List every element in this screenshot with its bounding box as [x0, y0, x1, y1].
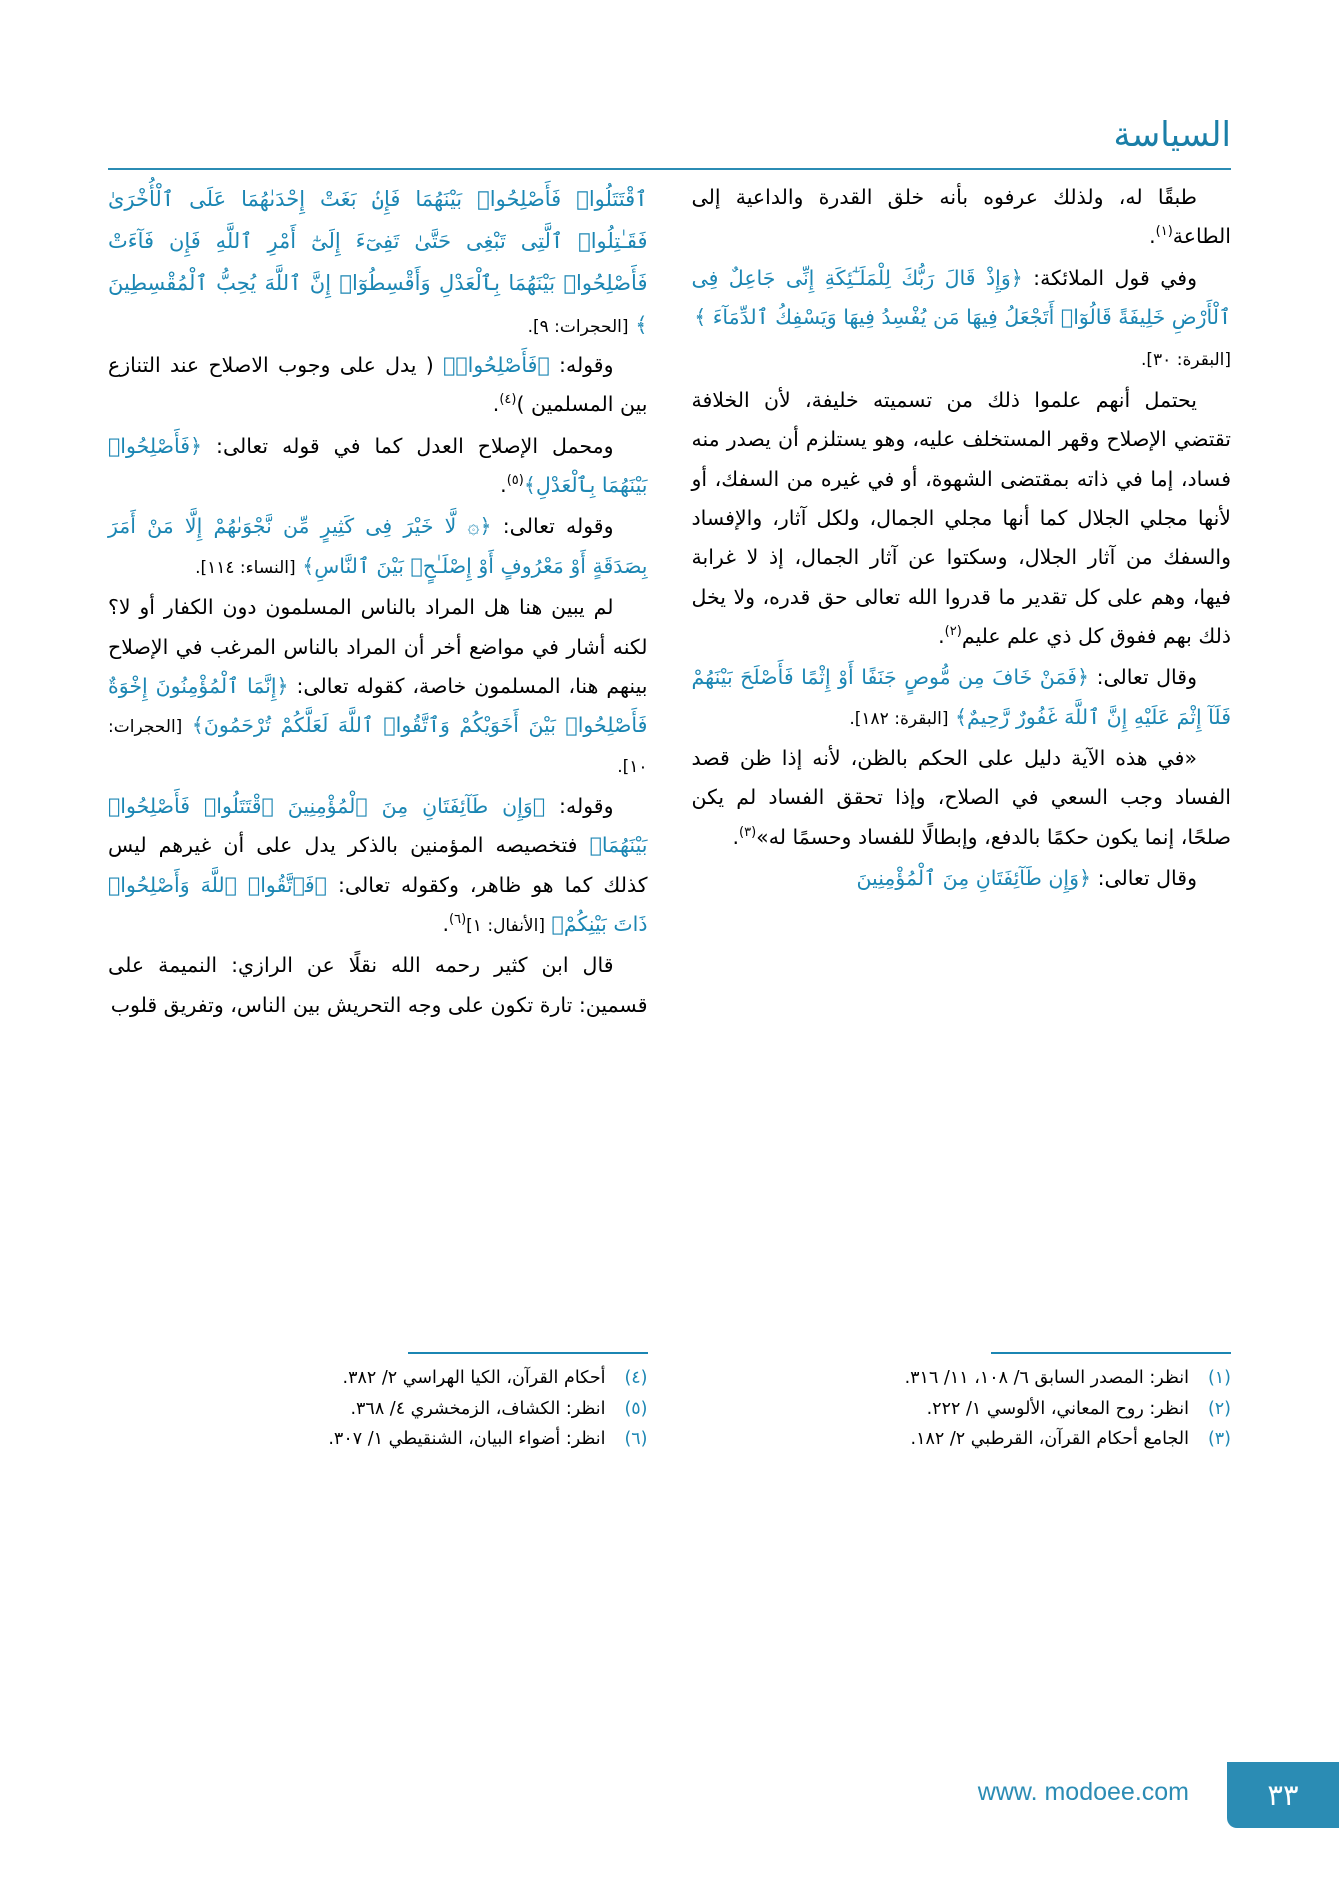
paragraph-l6-lead: وقوله: — [559, 793, 614, 818]
footnote-item — [692, 1363, 1232, 1394]
paragraph-l6 — [108, 787, 648, 944]
footnote-item — [108, 1424, 648, 1455]
quran-verse-baqarah-30: ﴿وَإِذْ قَالَ رَبُّكَ لِلْمَلَـٰٓئِكَةِ إِنِّى جَاعِلٌ فِى ٱلْأَرْضِ خَلِيفَةً قَالُوٓا۟ أَتَجْعَلُ فِيهَا مَن يُفْسِدُ فِيهَا وَيَسْفِكُ ٱلدِّمَآءَ ﴾ — [691, 265, 1231, 330]
footnote-text: الجامع أحكام القرآن، القرطبي ٢/ ١٨٢. — [910, 1429, 1189, 1450]
footnote-marker-6: (٦) — [449, 912, 467, 928]
footnote-number: (٤) — [624, 1368, 648, 1388]
footnote-item — [692, 1424, 1232, 1455]
footnote-marker-3: (٣) — [739, 824, 757, 840]
footnote-text: أحكام القرآن، الكيا الهراسي ٢/ ٣٨٢. — [342, 1368, 606, 1388]
paragraph-l3-lead: ومحمل الإصلاح العدل كما في قوله تعالى: — [216, 433, 614, 458]
paragraph-r1-text: طبقًا له، ولذلك عرفوه بأنه خلق القدرة والداعية إلى الطاعة — [691, 185, 1231, 249]
paragraph-l4 — [108, 507, 648, 586]
paragraph-l2-text: ( يدل على وجوب الاصلاح عند التنازع بين المسلمين ) — [108, 353, 648, 417]
footnotes-area — [108, 1352, 1231, 1482]
paragraph-l3 — [108, 427, 648, 506]
paragraph-r5-tail: . — [732, 824, 740, 849]
body-columns — [108, 178, 1231, 1338]
footnotes-column-right — [692, 1352, 1232, 1482]
paragraph-r4-lead: وقال تعالى: — [1096, 665, 1197, 690]
footnote-text: انظر: روح المعاني، الألوسي ١/ ٢٢٢. — [926, 1398, 1189, 1419]
reference-l6-text: [الأنفال: ١] — [466, 916, 545, 937]
reference-l1-text: [الحجرات: ٩]. — [527, 317, 629, 337]
reference-l4-text: [النساء: ١١٤]. — [195, 557, 296, 578]
footnote-text: انظر: أضواء البيان، الشنقيطي ١/ ٣٠٧. — [328, 1429, 606, 1450]
quran-block-hujurat-9 — [108, 178, 648, 346]
page-footer — [0, 1762, 1339, 1834]
paragraph-r5-text: «في هذه الآية دليل على الحكم بالظن، لأنه إذا ظن قصد الفساد وجب السعي في الصلاح، وإذا تحقق الفساد لم يكن صلحًا، إنما يكون حكمًا بالدفع، وإبطالًا للفساد وحسمًا له» — [691, 746, 1231, 849]
paragraph-r6 — [692, 859, 1232, 898]
page-number: ٣٣ — [1267, 1778, 1299, 1812]
paragraph-l2-lead: وقوله: — [559, 353, 614, 377]
quran-verse-hujurat-9: ٱقْتَتَلُوا۟ فَأَصْلِحُوا۟ بَيْنَهُمَا فَإِنۢ بَغَتْ إِحْدَىٰهُمَا عَلَى ٱلْأُخْرَىٰ فَقَـٰتِلُوا۟ ٱلَّتِى تَبْغِى حَتَّىٰ تَفِىٓءَ إِلَىٰٓ أَمْرِ ٱللَّهِ فَإِن فَآءَتْ فَأَصْلِحُوا۟ بَيْنَهُمَا بِٱلْعَدْلِ وَأَقْسِطُوٓا۟ إِنَّ ٱللَّهَ يُحِبُّ ٱلْمُقْسِطِينَ ﴾ — [108, 187, 648, 337]
paragraph-r1 — [692, 178, 1232, 257]
footnote-marker-5: (٥) — [506, 473, 524, 489]
quran-phrase-bil-adl: ﴿فَأَصْلِحُوا۟ بَيْنَهُمَا بِٱلْعَدْلِ﴾ — [108, 433, 648, 498]
column-left — [108, 178, 648, 1338]
paragraph-l2-tail: . — [492, 392, 500, 417]
paragraph-l2 — [108, 346, 648, 425]
footnote-item — [108, 1394, 648, 1425]
paragraph-l7 — [108, 946, 648, 1025]
footnote-marker-1: (١) — [1155, 224, 1173, 240]
reference-r2 — [692, 339, 1232, 378]
paragraph-r6-lead: وقال تعالى: — [1097, 866, 1197, 891]
header-divider — [108, 168, 1231, 170]
page-number-badge — [1227, 1762, 1339, 1828]
paragraph-l5-lead: لم يبين هنا هل المراد بالناس المسلمون دون الكفار أو لا؟ لكنه أشار في مواضع أخر أن المراد بالناس المرغب في الإصلاح بينهم هنا، المسلمون خاصة، كقوله تعالى: — [108, 595, 648, 698]
paragraph-l3-tail: . — [500, 473, 507, 498]
paragraph-r3 — [692, 381, 1232, 657]
footnote-divider-left — [408, 1352, 648, 1354]
footnote-item — [692, 1394, 1232, 1425]
footnote-text: انظر: الكشاف، الزمخشري ٤/ ٣٦٨. — [350, 1398, 606, 1419]
paragraph-l7-text: قال ابن كثير رحمه الله نقلًا عن الرازي: النميمة على قسمين: تارة تكون على وجه التحريش بين الناس، وتفريق قلوب — [108, 953, 648, 1017]
footnote-number: (٥) — [624, 1398, 648, 1419]
reference-l5-text: [الحجرات: ١٠]. — [108, 717, 648, 777]
paragraph-l6-text: فتخصيصه المؤمنين بالذكر يدل على أن غيرهم ليس كذلك كما هو ظاهر، وكقوله تعالى: — [108, 833, 648, 897]
paragraph-l4-lead: وقوله تعالى: — [502, 514, 614, 539]
quran-verse-baqarah-182: ﴿فَمَنْ خَافَ مِن مُّوصٍ جَنَفًا أَوْ إِثْمًا فَأَصْلَحَ بَيْنَهُمْ فَلَآ إِثْمَ عَلَيْهِ إِنَّ ٱللَّهَ غَفُورٌ رَّحِيمٌ﴾ — [691, 665, 1231, 729]
footnote-marker-4: (٤) — [499, 392, 517, 408]
quran-verse-hujurat-9-start: ﴿وَإِن طَآئِفَتَانِ مِنَ ٱلْمُؤْمِنِينَ — [856, 866, 1092, 891]
footnote-marker-2: (٢) — [944, 624, 962, 640]
paragraph-r2 — [692, 259, 1232, 338]
paragraph-r3-text: يحتمل أنهم علموا ذلك من تسميته خليفة، لأن الخلافة تقتضي الإصلاح وقهر المستخلف عليه، وهو يستلزم أن يصدر منه فساد، إما في ذاته بمقتضى الشهوة، أو في غيره من السفك، أو لأنها مجلي الجلال كما أنها مجلي الجمال، ولكل آثار، والإفساد والسفك من آثار الجلال، وسكتوا عن آثار الجمال، إذ لا غرابة فيها، وهم على كل تقدير ما قدروا الله تعالى حق قدره، ولا يخل ذلك بهم ففوق كل ذي علم عليم — [691, 387, 1231, 648]
paragraph-r2-lead: وفي قول الملائكة: — [1033, 265, 1197, 290]
quran-verse-anfal-1: ﴿فَٱتَّقُوا۟ ٱللَّهَ وَأَصْلِحُوا۟ ذَاتَ بَيْنِكُمْ﴾ — [108, 872, 648, 937]
footnotes-column-left — [108, 1352, 648, 1482]
footnote-number: (٢) — [1207, 1398, 1231, 1419]
paragraph-r1-tail: . — [1149, 224, 1156, 249]
paragraph-l6-tail: . — [442, 912, 450, 937]
paragraph-l5 — [108, 588, 648, 785]
quran-verse-nisa-114: ﴿۞ لَّا خَيْرَ فِى كَثِيرٍ مِّن نَّجْوَىٰهُمْ إِلَّا مَنْ أَمَرَ بِصَدَقَةٍ أَوْ مَعْرُوفٍ أَوْ إِصْلَـٰحٍۭ بَيْنَ ٱلنَّاسِ﴾ — [108, 514, 648, 578]
footnote-item — [108, 1363, 648, 1394]
paragraph-r3-tail: . — [938, 623, 945, 648]
paragraph-r4 — [692, 658, 1232, 737]
quran-verse-hujurat-9b: ﴿وَإِن طَآئِفَتَانِ مِنَ ٱلْمُؤْمِنِينَ ٱقْتَتَلُوا۟ فَأَصْلِحُوا۟ بَيْنَهُمَا﴾ — [108, 793, 648, 858]
page-title: السياسة — [1113, 115, 1231, 155]
page-header — [108, 115, 1231, 164]
paragraph-r5 — [692, 739, 1232, 857]
footnote-number: (١) — [1207, 1368, 1231, 1388]
footnote-number: (٣) — [1207, 1429, 1231, 1450]
footnote-text: انظر: المصدر السابق ٦/ ١٠٨، ١١/ ٣١٦. — [904, 1368, 1189, 1388]
reference-r4-text: [البقرة: ١٨٢]. — [849, 708, 949, 729]
footnote-divider-right — [991, 1352, 1231, 1354]
quran-verse-hujurat-10: ﴿إِنَّمَا ٱلْمُؤْمِنُونَ إِخْوَةٌ فَأَصْلِحُوا۟ بَيْنَ أَخَوَيْكُمْ وَٱتَّقُوا۟ ٱللَّهَ لَعَلَّكُمْ تُرْحَمُونَ﴾ — [108, 673, 648, 738]
column-right — [692, 178, 1232, 1338]
quran-phrase-faaslihu: ﴿فَأَصْلِحُوا۟﴾ — [443, 353, 550, 377]
reference-r2-text: [البقرة: ٣٠]. — [1141, 350, 1231, 371]
footnote-number: (٦) — [624, 1429, 648, 1450]
site-url[interactable]: www. modoee.com — [977, 1778, 1189, 1806]
